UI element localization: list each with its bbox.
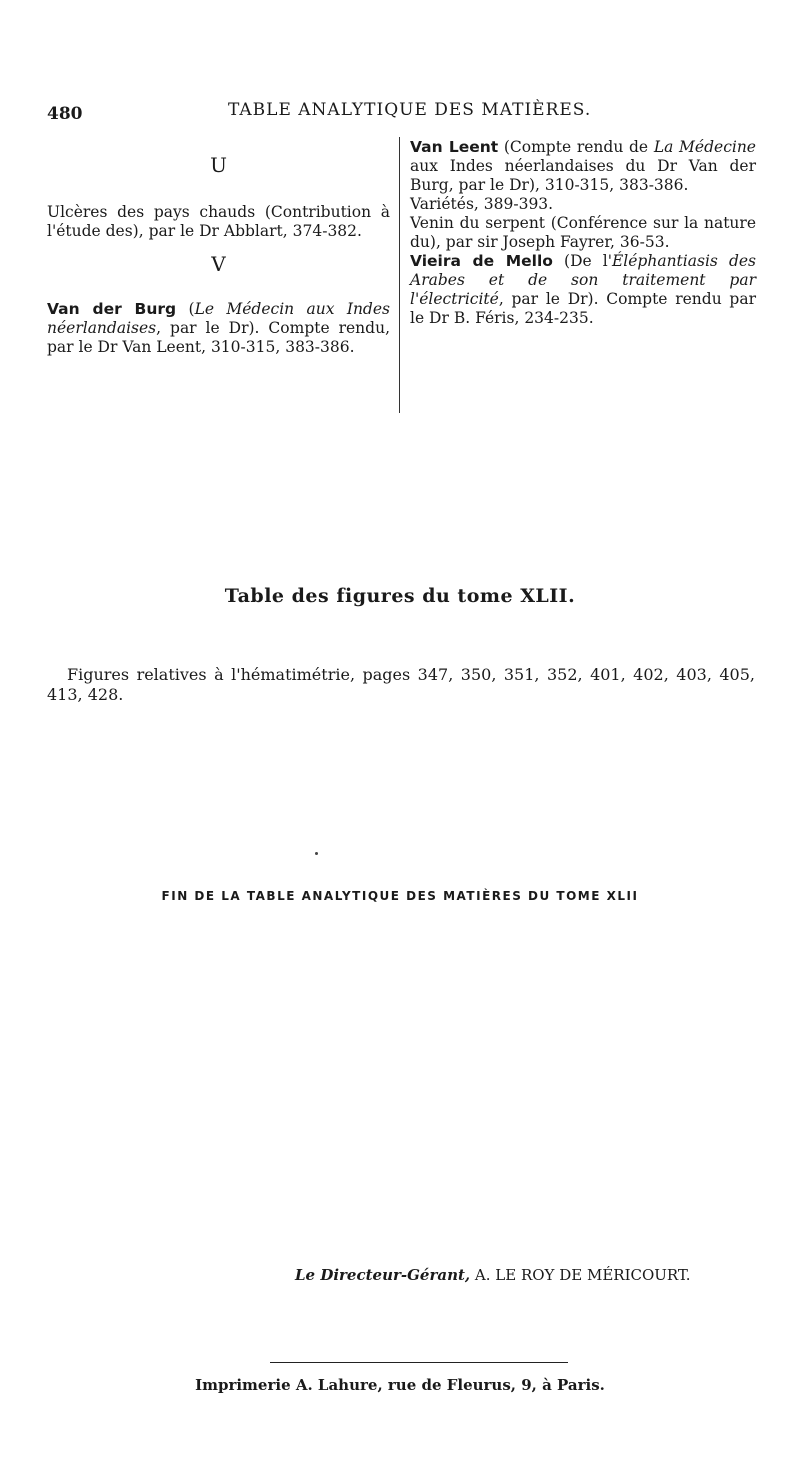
entry-varietes: Variétés, 389-393. (410, 195, 554, 213)
right-column (410, 138, 756, 328)
entry-open: (De l' (552, 252, 612, 270)
entry-title: La Médecine (653, 138, 756, 156)
left-column (47, 150, 390, 357)
stray-dot (315, 852, 318, 855)
signature-name: A. LE ROY DE MÉRICOURT. (470, 1266, 691, 1284)
entry-name: Van Leent (410, 138, 499, 156)
entry-van-der-burg (47, 300, 390, 357)
figures-table-title: Table des figures du tome XLII. (224, 585, 576, 607)
signature-title: Le Directeur-Gérant, (295, 1266, 471, 1284)
running-head: TABLE ANALYTIQUE DES MATIÈRES. (228, 100, 592, 120)
section-letter-v: V (211, 252, 226, 276)
page-number: 480 (47, 104, 83, 124)
signature-line (295, 1266, 691, 1284)
printer-imprint: Imprimerie A. Lahure, rue de Fleurus, 9, à Paris. (195, 1376, 605, 1394)
entry-venin: Venin du serpent (Conférence sur la nature du), par sir Joseph Fayrer, 36-53. (410, 214, 756, 251)
entry-title: Le Médecin aux Indes néerlandaises (47, 300, 390, 337)
entry-name: Van der Burg (47, 300, 177, 318)
entry-open: ( (176, 300, 195, 318)
section-letter-u: U (210, 153, 227, 177)
entry-title: Éléphantiasis des Arabes et de son traitement par l'électricité (410, 252, 756, 308)
entry-rest: aux Indes néerlandaises du Dr Van der Burg, par le Dr), 310-315, 383-386. (410, 157, 756, 194)
entry-van-leent (410, 138, 756, 195)
end-of-table-line: FIN DE LA TABLE ANALYTIQUE DES MATIÈRES DU TOME XLII (161, 889, 639, 903)
entry-open: (Compte rendu de (498, 138, 654, 156)
entry-rest: , par le Dr). Compte rendu, par le Dr Van Leent, 310-315, 383-386. (47, 319, 390, 356)
entry-vieira (410, 252, 756, 328)
column-divider (399, 137, 400, 413)
footer-rule (270, 1362, 568, 1363)
entry-rest: , par le Dr). Compte rendu par le Dr B. Féris, 234-235. (410, 290, 756, 327)
figures-table-text: Figures relatives à l'hématimétrie, pages 347, 350, 351, 352, 401, 402, 403, 405, 413, 428. (47, 665, 755, 704)
entry-name: Vieira de Mello (410, 252, 553, 270)
entry-ulceres: Ulcères des pays chauds (Contribution à l'étude des), par le Dr Abblart, 374-382. (47, 203, 390, 240)
